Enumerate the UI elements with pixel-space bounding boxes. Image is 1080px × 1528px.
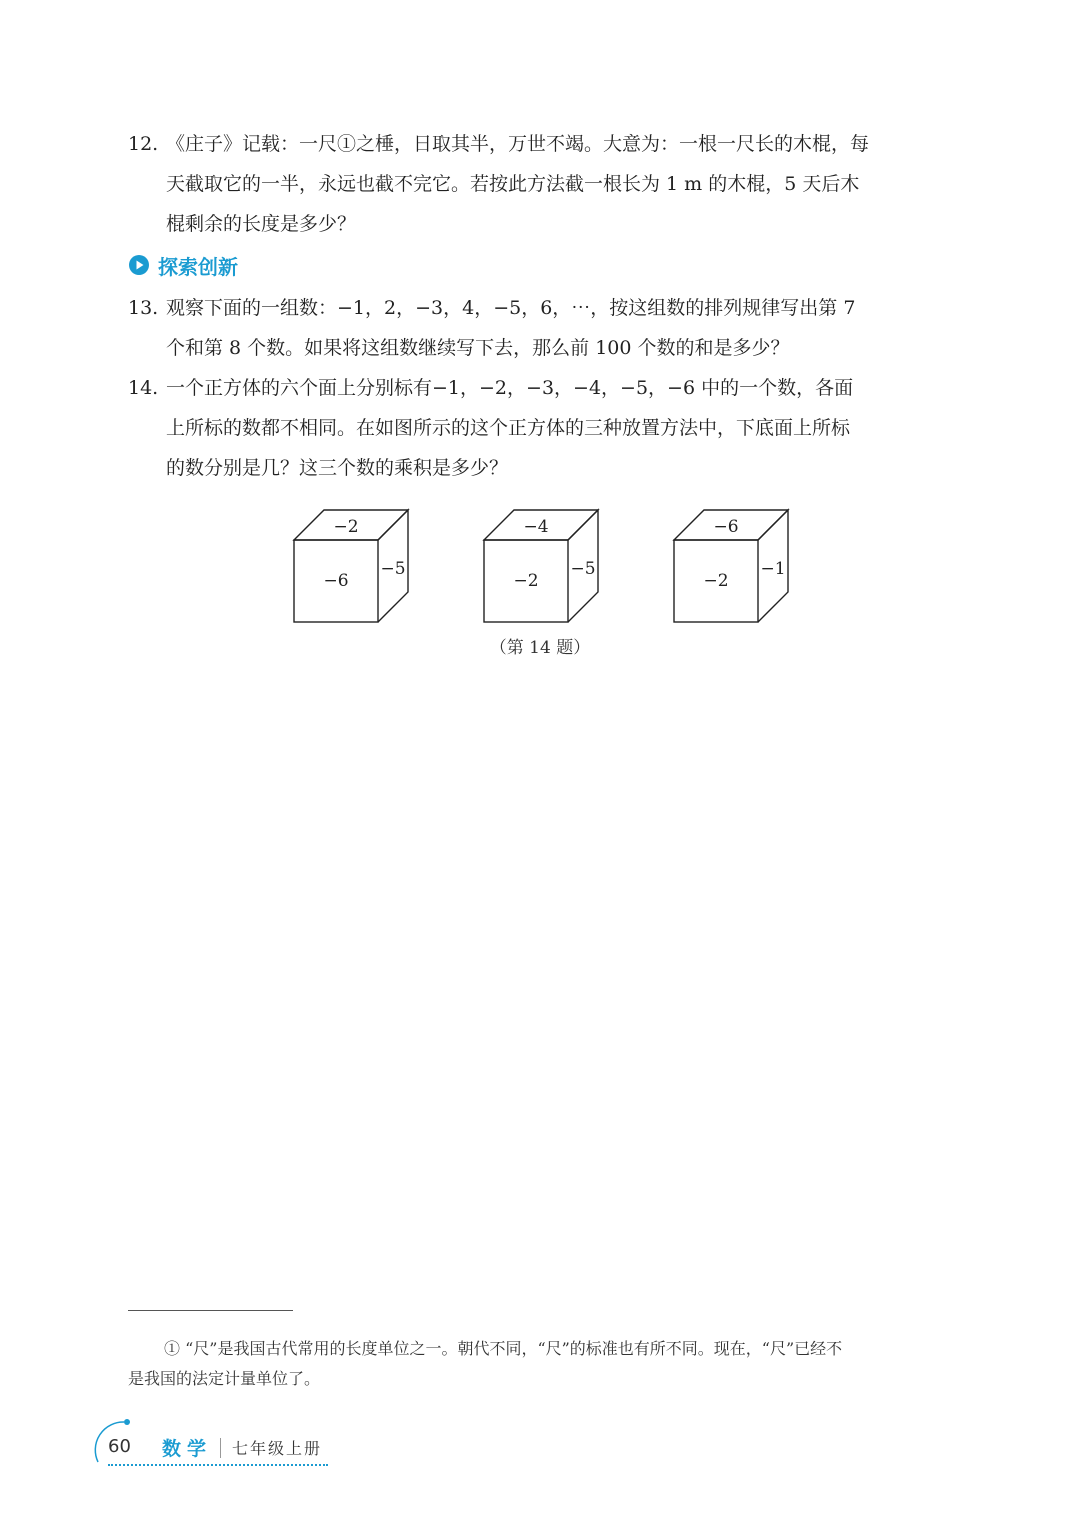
problem-text-line: 《庄子》记载：一尺①之棰，日取其半，万世不竭。大意为：一根一尺长的木棍，每	[166, 133, 870, 155]
problem-12	[128, 124, 958, 244]
page-footer	[92, 1416, 332, 1476]
cube-front-label: −2	[513, 571, 539, 591]
cube-front-label: −6	[323, 571, 349, 591]
section-heading	[128, 248, 238, 282]
cube-figure	[280, 500, 800, 630]
section-title: 探索创新	[158, 254, 238, 279]
problem-number: 12.	[128, 133, 159, 155]
cube-2	[484, 510, 598, 622]
footnote	[128, 1334, 958, 1394]
footnote-line: 是我国的法定计量单位了。	[128, 1369, 321, 1388]
cube-3	[674, 510, 788, 622]
cube-top-label: −6	[713, 517, 739, 537]
footer-dotted-line	[108, 1464, 328, 1466]
cube-1	[294, 510, 408, 622]
problem-text-line: 上所标的数都不相同。在如图所示的这个正方体的三种放置方法中，下底面上所标	[166, 417, 851, 439]
problem-number: 13.	[128, 297, 159, 319]
problem-text-line: 的数分别是几？这三个数的乘积是多少？	[166, 457, 509, 479]
cube-side-label: −5	[570, 559, 596, 579]
problem-text-line: 一个正方体的六个面上分别标有−1，−2，−3，−4，−5，−6 中的一个数，各面	[166, 377, 854, 399]
figure-caption: （第 14 题）	[489, 638, 591, 658]
cube-front-label: −2	[703, 571, 729, 591]
book-grade: 七年级上册	[232, 1439, 323, 1458]
play-circle-icon	[128, 254, 150, 276]
problem-text-line: 观察下面的一组数：−1，2，−3，4，−5，6，⋯，按这组数的排列规律写出第 7	[166, 297, 856, 319]
footer-separator	[220, 1438, 221, 1458]
book-subject: 数学	[162, 1438, 213, 1460]
cube-top-label: −2	[333, 517, 359, 537]
problem-14	[128, 368, 958, 488]
footnote-line: ① “尺”是我国古代常用的长度单位之一。朝代不同，“尺”的标准也有所不同。现在，“尺”已经不	[164, 1339, 843, 1358]
cube-top-label: −4	[523, 517, 549, 537]
problem-number: 14.	[128, 377, 159, 399]
cube-side-label: −5	[380, 559, 406, 579]
problem-text-line: 天截取它的一半，永远也截不完它。若按此方法截一根长为 1 m 的木棍，5 天后木	[166, 173, 860, 195]
problem-text-line: 棍剩余的长度是多少？	[166, 213, 357, 235]
problem-text-line: 个和第 8 个数。如果将这组数继续写下去，那么前 100 个数的和是多少？	[166, 337, 790, 359]
footnote-divider	[128, 1310, 293, 1311]
cube-side-label: −1	[760, 559, 786, 579]
page-number: 60	[108, 1436, 131, 1457]
problem-13	[128, 288, 958, 368]
